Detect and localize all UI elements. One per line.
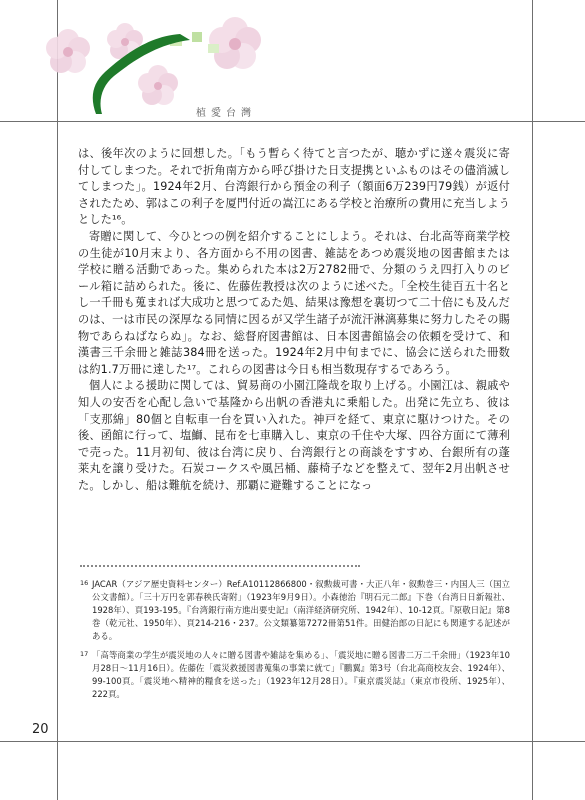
footnote-number: 17 <box>80 650 89 658</box>
footnote <box>80 578 510 643</box>
blossom-icon <box>46 29 90 73</box>
footnote <box>80 649 510 701</box>
paragraph: は、後年次のように回想した。「もう暫らく待てと言つたが、聴かずに遂々震災に寄付してしまつた。それで折角南方から呼び掛けた日支提携といふものはその儘消滅してしまつた」。1924年2月、台湾銀行から預金の利子（額面6万239円79銭）が返付されたため、郭はこの利子を厦門付近の嵩江にある学校と治療所の費用に充当しようとした¹⁶。 <box>78 147 510 227</box>
footnote-text: 「高等商業の学生が震災地の人々に贈る図書や雑誌を集める」、「震災地に贈る図書二万二千余冊」（1923年10月28日～11月16日）。佐藤佐「震災救援図書蒐集の事業に就て」『鵬翼』第3号（台北高商校友会、1924年）、99-100頁。「震災地へ精神的糧食を送った」（1923年12月28日）。『東京震災誌』（東京市役所、1925年）、222頁。 <box>92 650 510 699</box>
footnotes <box>80 578 510 707</box>
bottom-rule <box>0 741 585 742</box>
blossom-icon <box>138 65 178 105</box>
footnote-text: JACAR（アジア歴史資料センター）Ref.A10112866800・叙勲裁可書・大正八年・叙勲巻三・内国人三（国立公文書館）。「三十万円を郭春秧氏寄附」（1923年9月9日）。小森徳治『明石元二郎』下巻（台湾日日新報社、1928年）、頁193-195。『台湾銀行南方進出要史記』（南洋経済研究所、1942年）、10-12頁。『原敬日記』第8巻（乾元社、1950年）、頁214-216・237。公文類纂第7272冊第51件。田健治郎の日記にも関連する記述がある。 <box>92 579 510 641</box>
running-header: 植愛台灣 <box>196 108 256 119</box>
footnote-number: 16 <box>80 579 89 587</box>
right-rule <box>532 0 533 800</box>
paragraph: 寄贈に関して、今ひとつの例を紹介することにしよう。それは、台北高等商業学校の生徒が10月末より、各方面から不用の図書、雑誌をあつめ震災地の図書館または学校に贈る活動であった。集められた本は2万2782冊で、分類のうえ四打入りのビール箱に詰められた。後に、佐藤佐教授は次のように述べた。「全校生徒百五十名とし一千冊も蒐まれば大成功と思つてゐた処、結果は豫想を裏切つて二十倍にも及んだのは、一は市民の深厚なる同情に因るが又学生諸子が流汗淋漓募集に努力したその賜物であらねばならぬ」。なお、総督府図書館は、日本図書館協会の依頼を受けて、和漢書三千余冊と雑誌384冊を送った。1924年2月中旬までに、協会に送られた冊数は約1.7万冊に達した¹⁷。これらの図書は今日も相当数現存するであろう。 <box>78 229 510 376</box>
paragraph: 個人による援助に関しては、貿易商の小園江隆哉を取り上げる。小園江は、親戚や知人の安否を心配し急いで基隆から出帆の香港丸に乗船した。出発に先立ち、彼は「支那綿」80個と自転車一台を買い入れた。神戸を経て、東京に駆けつけた。その後、函館に行って、塩鰤、昆布を七車購入し、東京の千住や大塚、四谷方面にて薄利で売った。11月初旬、彼は台湾に戻り、台湾銀行との商談をすすめ、台銀所有の蓬莱丸を譲り受けた。石炭コークスや風呂桶、藤椅子などを整えて、翌年2月出帆させた。しかし、船は難航を続け、那覇に避難することになっ <box>78 379 510 492</box>
body-text <box>78 146 510 494</box>
page-number: 20 <box>32 722 49 737</box>
footnote-divider <box>80 565 360 573</box>
blossom-icon <box>209 17 261 69</box>
